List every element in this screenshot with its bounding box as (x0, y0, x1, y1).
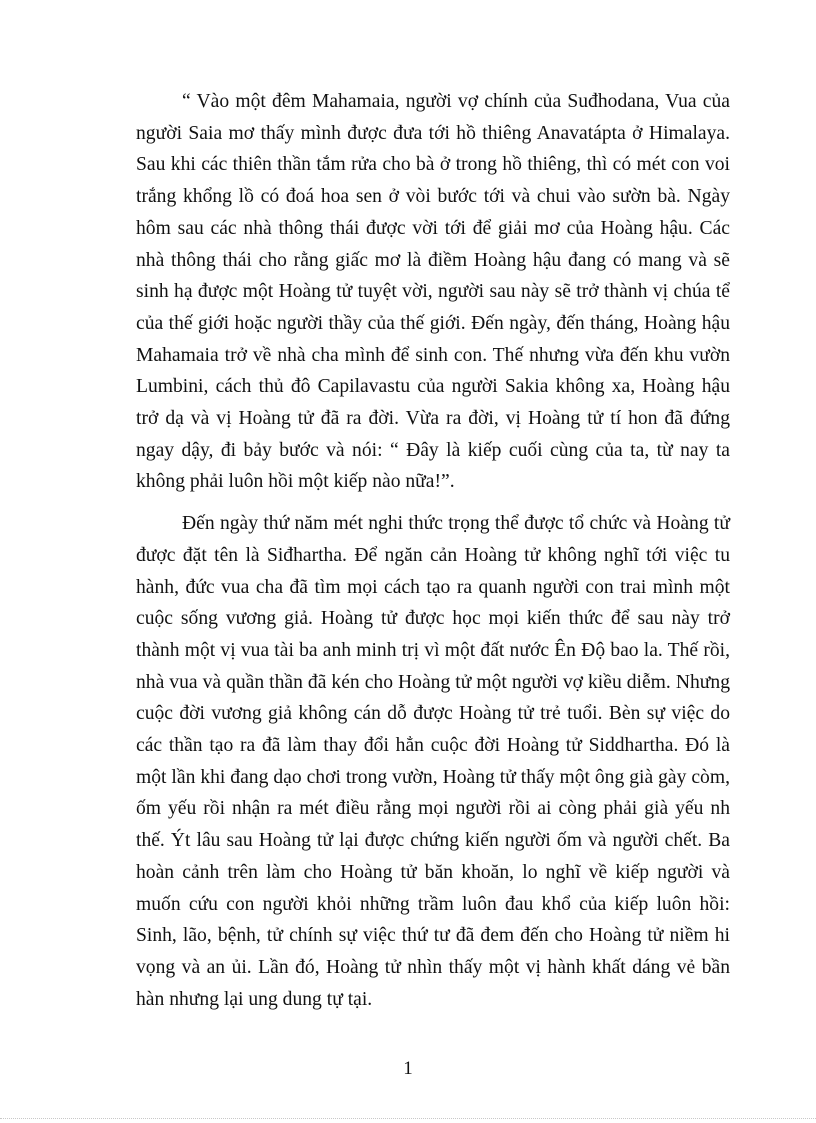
body-text (136, 86, 730, 1015)
paragraph-2: Đến ngày thứ năm mét nghi thức trọng thể được tổ chức và Hoàng tử được đặt tên là Siđhartha. Để ngăn cản Hoàng tử không nghĩ tới việc tu hành, đức vua cha đã tìm mọi cách tạo ra quanh người con trai mình một cuộc sống vương giả. Hoàng tử được học mọi kiến thức để sau này trở thành một vị vua tài ba anh minh trị vì một đất nước Ên Độ bao la. Thế rồi, nhà vua và quần thần đã kén cho Hoàng tử một người vợ kiều diễm. Nhưng cuộc đời vương giả không cán dỗ được Hoàng tử trẻ tuổi. Bèn sự việc do các thần tạo ra đã làm thay đổi hẳn cuộc đời Hoàng tử Siddhartha. Đó là một lần khi đang dạo chơi trong vườn, Hoàng tử thấy một ông già gày còm, ốm yếu rồi nhận ra mét điều rằng mọi người rồi ai còng phải già yếu nh thế. Ýt lâu sau Hoàng tử lại được chứng kiến người ốm và người chết. Ba hoàn cảnh trên làm cho Hoàng tử băn khoăn, lo nghĩ về kiếp người và muốn cứu con người khỏi những trầm luôn đau khổ của kiếp luôn hồi: Sinh, lão, bệnh, tử chính sự việc thứ tư đã đem đến cho Hoàng tử niềm hi vọng và an ủi. Lần đó, Hoàng tử nhìn thấy một vị hành khất dáng vẻ bần hàn nhưng lại ung dung tự tại. (136, 513, 730, 1010)
page-number: 1 (403, 1058, 413, 1079)
page-bottom-divider (0, 1118, 816, 1119)
paragraph-1: “ Vào một đêm Mahamaia, người vợ chính của Suđhodana, Vua của người Saia mơ thấy mình được đưa tới hồ thiêng Anavatápta ở Himalaya. Sau khi các thiên thần tắm rửa cho bà ở trong hồ thiêng, thì có mét con voi trắng khổng lồ có đoá hoa sen ở vòi bước tới và chui vào sườn bà. Ngày hôm sau các nhà thông thái được vời tới để giải mơ của Hoàng hậu. Các nhà thông thái cho rằng giấc mơ là điềm Hoàng hậu đang có mang và sẽ sinh hạ được một Hoàng tử tuyệt vời, người sau này sẽ trở thành vị chúa tể của thế giới hoặc người thầy của thế giới. Đến ngày, đến tháng, Hoàng hậu Mahamaia trở về nhà cha mình để sinh con. Thế nhưng vừa đến khu vườn Lumbini, cách thủ đô Capilavastu của người Sakia không xa, Hoàng hậu trở dạ và vị Hoàng tử đã ra đời. Vừa ra đời, vị Hoàng tử tí hon đã đứng ngay dậy, đi bảy bước và nói: “ Đây là kiếp cuối cùng của ta, từ nay ta không phải luôn hồi một kiếp nào nữa!”. (136, 91, 730, 493)
